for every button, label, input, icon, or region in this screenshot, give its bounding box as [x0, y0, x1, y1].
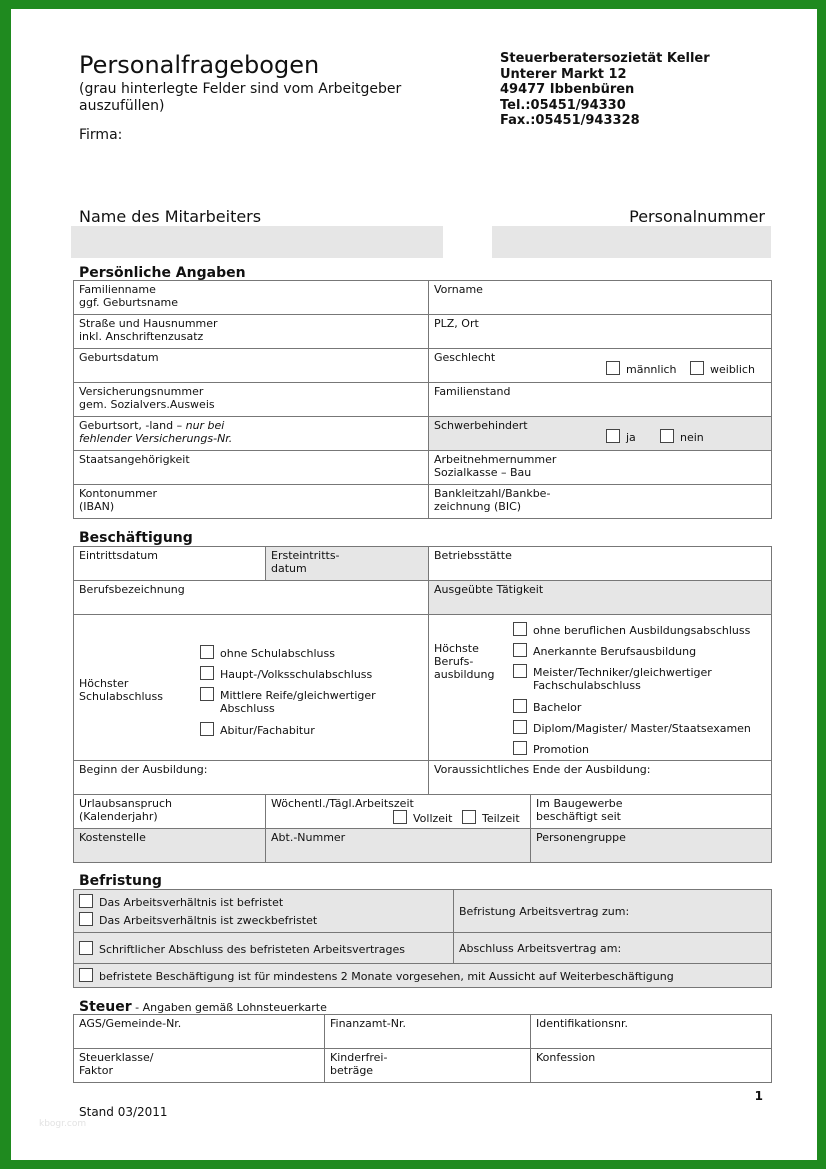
tax-class-field[interactable] — [74, 1049, 325, 1083]
checkbox[interactable] — [690, 361, 704, 375]
option-label: nein — [680, 431, 704, 444]
municipality-number-field[interactable] — [74, 1015, 325, 1049]
field-label: Kostenstelle — [79, 831, 146, 844]
address-line: Steuerberatersozietät Keller — [500, 51, 710, 66]
field-label: Berufsbezeichnung — [79, 583, 185, 596]
field-label: Schulabschluss — [79, 690, 163, 703]
field-label: ausbildung — [434, 668, 495, 681]
option-label: Bachelor — [533, 701, 582, 714]
checkbox[interactable] — [606, 361, 620, 375]
school-degree-label — [79, 677, 163, 703]
field-label: gem. Sozialvers.Ausweis — [79, 398, 215, 411]
school-option-none[interactable] — [200, 645, 335, 660]
field-label: AGS/Gemeinde-Nr. — [79, 1017, 182, 1030]
gender-field — [429, 349, 772, 383]
option-label: Fachschulabschluss — [533, 679, 641, 692]
gender-female-option[interactable] — [690, 361, 755, 376]
checkbox[interactable] — [200, 645, 214, 659]
training-option-promotion[interactable] — [513, 741, 589, 756]
field-label: Geschlecht — [434, 351, 496, 364]
option-label: weiblich — [710, 363, 755, 376]
option-label: Schriftlicher Abschluss des befristeten Arbeitsvertrages — [99, 942, 406, 956]
field-label: Versicherungsnummer — [79, 385, 204, 398]
field-label: Familienname — [79, 283, 156, 296]
first-entry-date-field[interactable] — [266, 547, 429, 581]
checkbox[interactable] — [606, 429, 620, 443]
fixed-term-options — [74, 890, 454, 933]
vacation-field[interactable] — [74, 795, 266, 829]
checkbox[interactable] — [200, 687, 214, 701]
address-line: Unterer Markt 12 — [500, 66, 627, 82]
section-title-text: Steuer — [79, 999, 132, 1015]
workplace-field[interactable] — [429, 547, 772, 581]
option-label: Diplom/Magister/ Master/Staatsexamen — [533, 722, 751, 735]
school-option-mittlere-reife[interactable] — [200, 687, 376, 715]
school-option-hauptschule[interactable] — [200, 666, 372, 681]
field-label: Befristung Arbeitsvertrag zum: — [459, 904, 630, 918]
option-label: Vollzeit — [413, 812, 453, 825]
field-label: Ausgeübte Tätigkeit — [434, 583, 544, 596]
checkbox[interactable] — [660, 429, 674, 443]
field-label: Personengruppe — [536, 831, 626, 844]
option-label: Anerkannte Berufsausbildung — [533, 645, 697, 658]
training-option-master[interactable] — [513, 664, 712, 692]
vocational-training-label — [434, 642, 494, 681]
nationality-field[interactable] — [74, 451, 429, 485]
field-label: Beginn der Ausbildung: — [79, 763, 208, 776]
field-label: Geburtsdatum — [79, 351, 159, 364]
checkbox[interactable] — [79, 968, 93, 982]
school-option-abitur[interactable] — [200, 722, 315, 737]
option-label: Das Arbeitsverhältnis ist zweckbefristet — [99, 914, 318, 927]
field-label-note: fehlender Versicherungs-Nr. — [79, 432, 233, 445]
field-label: Höchster — [79, 677, 129, 690]
field-label: beschäftigt seit — [536, 810, 621, 823]
form-title: Personalfragebogen — [79, 51, 320, 79]
fixed-term-table — [73, 889, 772, 988]
option-label: ohne Schulabschluss — [220, 647, 335, 660]
checkbox[interactable] — [462, 810, 476, 824]
disability-field — [429, 417, 772, 451]
school-degree-field — [74, 615, 429, 761]
field-label: Staatsangehörigkeit — [79, 453, 190, 466]
person-group-field[interactable] — [531, 829, 772, 863]
employment-table — [73, 546, 772, 863]
entry-date-field[interactable] — [74, 547, 266, 581]
field-label: Eintrittsdatum — [79, 549, 158, 562]
zip-city-field[interactable] — [429, 315, 772, 349]
checkbox[interactable] — [200, 722, 214, 736]
field-label: Höchste — [434, 642, 479, 655]
first-name-field[interactable] — [429, 281, 772, 315]
option-label: Mittlere Reife/gleichwertiger — [220, 689, 376, 702]
field-label: Abt.-Nummer — [271, 831, 346, 844]
option-label: Das Arbeitsverhältnis ist befristet — [99, 896, 284, 909]
field-label: Bankleitzahl/Bankbe- — [434, 487, 551, 500]
personnel-number-label: Personalnummer — [629, 207, 765, 226]
form-subtitle: (grau hinterlegte Felder sind vom Arbeitgeber auszufüllen) — [79, 81, 402, 114]
option-label: ohne beruflichen Ausbildungsabschluss — [533, 624, 751, 637]
field-label: Vorname — [434, 283, 483, 296]
field-label: Steuerklasse/ — [79, 1051, 154, 1064]
construction-since-field[interactable] — [531, 795, 772, 829]
field-label: Straße und Hausnummer — [79, 317, 218, 330]
address-line: Fax.:05451/943328 — [500, 113, 640, 128]
form-page — [11, 9, 817, 1160]
option-label: Promotion — [533, 743, 589, 756]
checkbox[interactable] — [79, 912, 93, 926]
training-option-bachelor[interactable] — [513, 699, 581, 714]
option-label: Haupt-/Volksschulabschluss — [220, 668, 373, 681]
field-label: Ersteintritts- — [271, 549, 340, 562]
family-name-field[interactable] — [74, 281, 429, 315]
purpose-term-option[interactable] — [79, 912, 448, 927]
field-label: Konfession — [536, 1051, 596, 1064]
checkbox[interactable] — [200, 666, 214, 680]
disability-no-option[interactable] — [660, 429, 704, 444]
training-option-none[interactable] — [513, 622, 750, 637]
fulltime-option[interactable] — [393, 810, 452, 825]
address-line: 49477 Ibbenbüren — [500, 82, 635, 97]
training-option-diploma[interactable] — [513, 720, 751, 735]
field-label: Betriebsstätte — [434, 549, 512, 562]
option-label: befristete Beschäftigung ist für mindestens 2 Monate vorgesehen, mit Aussicht auf Weiterbeschäftigung — [99, 970, 674, 983]
field-label: (IBAN) — [79, 500, 115, 513]
section-subtitle: - Angaben gemäß Lohnsteuerkarte — [131, 1001, 327, 1014]
field-label: Urlaubsanspruch — [79, 797, 172, 810]
checkbox[interactable] — [513, 699, 527, 713]
section-employment-title: Beschäftigung — [79, 530, 193, 546]
page-number: 1 — [754, 1089, 763, 1103]
fixed-term-option[interactable] — [79, 894, 448, 909]
denomination-field[interactable] — [531, 1049, 772, 1083]
option-label: männlich — [626, 363, 677, 376]
vocational-training-field — [429, 615, 772, 761]
field-label: Kontonummer — [79, 487, 158, 500]
birth-place-field[interactable] — [74, 417, 429, 451]
checkbox[interactable] — [513, 664, 527, 678]
field-label: datum — [271, 562, 307, 575]
department-number-field[interactable] — [266, 829, 531, 863]
field-label: Finanzamt-Nr. — [330, 1017, 407, 1030]
section-personal-title: Persönliche Angaben — [79, 265, 246, 281]
field-label: Familienstand — [434, 385, 511, 398]
gender-male-option[interactable] — [606, 361, 677, 376]
option-label: Abitur/Fachabitur — [220, 724, 315, 737]
option-label: ja — [626, 431, 636, 444]
checkbox[interactable] — [393, 810, 407, 824]
office-address — [500, 51, 710, 129]
min-two-months-option[interactable] — [74, 964, 772, 988]
field-label: zeichnung (BIC) — [434, 500, 522, 513]
tax-office-number-field[interactable] — [325, 1015, 531, 1049]
field-label: ggf. Geburtsname — [79, 296, 179, 309]
marital-status-field[interactable] — [429, 383, 772, 417]
activity-field[interactable] — [429, 581, 772, 615]
watermark: kbogr.com — [39, 1119, 87, 1129]
contract-until-field[interactable] — [454, 890, 772, 933]
cost-center-field[interactable] — [74, 829, 266, 863]
checkbox[interactable] — [513, 622, 527, 636]
field-label: Sozialkasse – Bau — [434, 466, 532, 479]
field-label: Voraussichtliches Ende der Ausbildung: — [434, 763, 651, 776]
option-label: Teilzeit — [482, 812, 520, 825]
field-label: inkl. Anschriftenzusatz — [79, 330, 204, 343]
field-label-note: nur bei — [185, 419, 225, 432]
employee-number-field[interactable] — [429, 451, 772, 485]
child-allowance-field[interactable] — [325, 1049, 531, 1083]
job-title-field[interactable] — [74, 581, 429, 615]
tax-id-field[interactable] — [531, 1015, 772, 1049]
insurance-number-field[interactable] — [74, 383, 429, 417]
field-label: (Kalenderjahr) — [79, 810, 158, 823]
street-field[interactable] — [74, 315, 429, 349]
field-label: Wöchentl./Tägl.Arbeitszeit — [271, 797, 414, 810]
bic-field[interactable] — [429, 485, 772, 519]
address-line: Tel.:05451/94330 — [500, 97, 626, 113]
option-label: Meister/Techniker/gleichwertiger — [533, 666, 712, 679]
field-label: Im Baugewerbe — [536, 797, 623, 810]
training-end-field[interactable] — [429, 761, 772, 795]
training-start-field[interactable] — [74, 761, 429, 795]
disability-yes-option[interactable] — [606, 429, 636, 444]
iban-field[interactable] — [74, 485, 429, 519]
written-contract-option[interactable] — [74, 933, 454, 964]
field-label: Faktor — [79, 1064, 113, 1077]
working-hours-field — [266, 795, 531, 829]
contract-date-field[interactable] — [454, 933, 772, 964]
checkbox[interactable] — [513, 720, 527, 734]
field-label: Schwerbehindert — [434, 419, 528, 432]
training-option-recognized[interactable] — [513, 643, 696, 658]
field-label: Kinderfrei- — [330, 1051, 388, 1064]
field-label: Geburtsort, -land – — [79, 419, 183, 432]
parttime-option[interactable] — [462, 810, 520, 825]
birth-date-field[interactable] — [74, 349, 429, 383]
checkbox[interactable] — [513, 741, 527, 755]
checkbox[interactable] — [79, 941, 93, 955]
revision-date: Stand 03/2011 — [79, 1105, 168, 1119]
field-label: PLZ, Ort — [434, 317, 479, 330]
personnel-number-field[interactable] — [492, 226, 771, 258]
employee-name-label: Name des Mitarbeiters — [79, 207, 262, 226]
field-label: Identifikationsnr. — [536, 1017, 628, 1030]
section-tax-title — [79, 999, 327, 1015]
field-label: beträge — [330, 1064, 374, 1077]
field-label: Abschluss Arbeitsvertrag am: — [459, 941, 622, 955]
employee-name-field[interactable] — [71, 226, 443, 258]
firma-label: Firma: — [79, 127, 123, 143]
checkbox[interactable] — [513, 643, 527, 657]
field-label: Berufs- — [434, 655, 474, 668]
personal-table — [73, 280, 772, 519]
tax-table — [73, 1014, 772, 1083]
option-label: Abschluss — [220, 702, 275, 715]
checkbox[interactable] — [79, 894, 93, 908]
field-label: Arbeitnehmernummer — [434, 453, 557, 466]
section-fixed-term-title: Befristung — [79, 873, 162, 889]
